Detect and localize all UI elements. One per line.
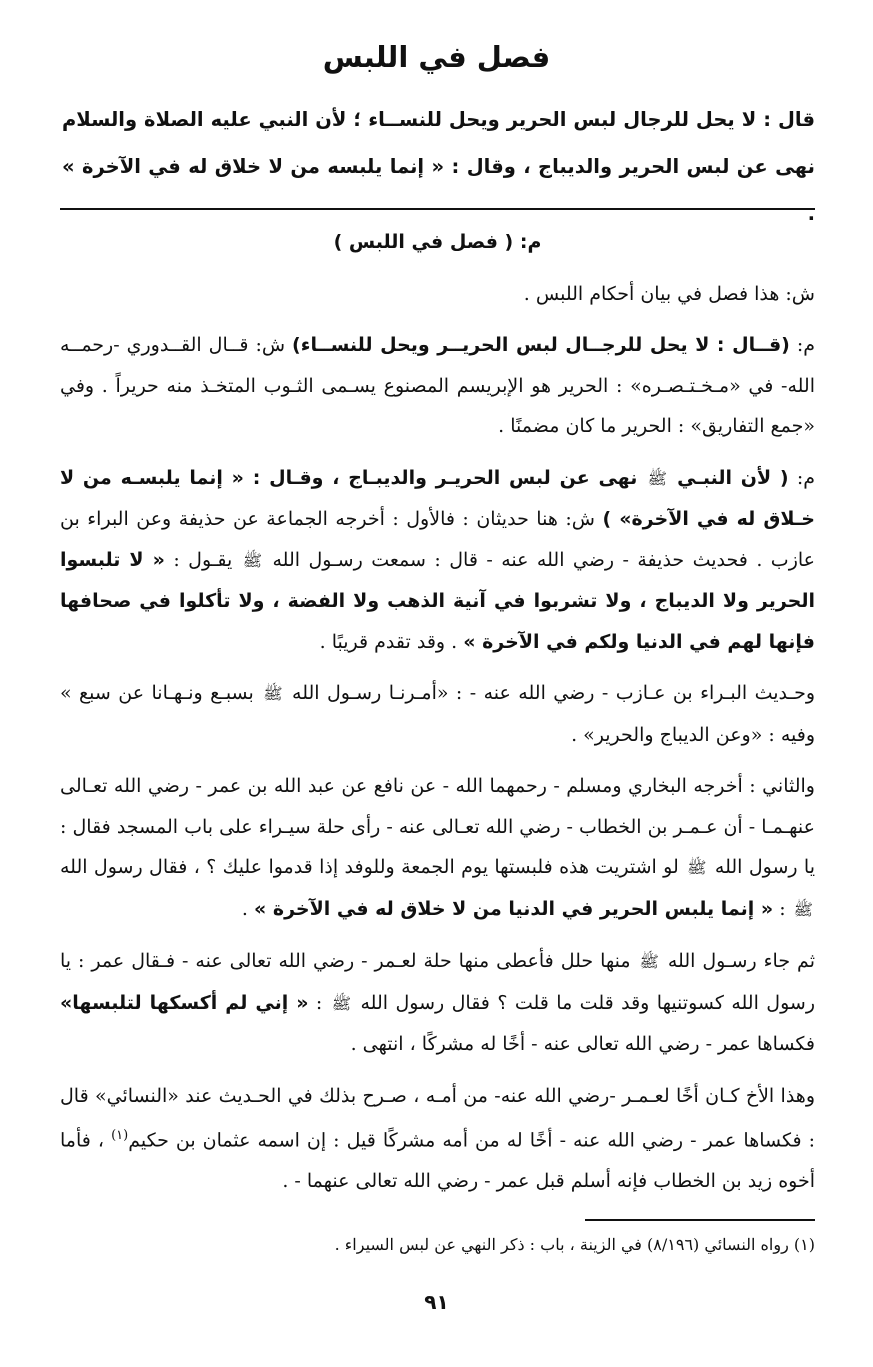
text: ثم جاء رسـول الله [667, 950, 815, 972]
hadith-quote: « لا تلبسوا الحرير ولا الديباج ، ولا تشربوا في آنية الذهب ولا الفضة ، ولا تأكلوا في صحافها فإنها لهم في الدنيا ولكم في الآخرة » [60, 548, 815, 653]
text: فكساها عمر - رضي الله تعالى عنه - أخًا له مشركًا ، انتهى . [350, 1033, 815, 1055]
footnote: (١) رواه النسائي (٨/١٩٦) في الزينة ، باب : ذكر النهي عن لبس السيراء . [334, 1235, 815, 1254]
divider [60, 208, 815, 210]
hadith-quote: « إني لم أكسكها لتلبسها» [60, 991, 309, 1014]
footnote-rule [585, 1219, 815, 1221]
paragraph-2 [60, 325, 815, 447]
salawat-symbol: ﷺ [793, 899, 813, 919]
paragraph-7 [60, 1076, 815, 1202]
commentary-heading: م: ( فصل في اللبس ) [333, 231, 542, 253]
salawat-symbol: ﷺ [647, 468, 667, 488]
text: ، فأما أخوه زيد بن الخطاب فإنه أسلم قبل عمر - رضي الله تعالى عنهما - . [60, 1129, 815, 1192]
text: بسبـع ونـهـانا عن سبع » وفيه : «وعن الديباج والحرير» . [60, 682, 815, 746]
text: . وقد تقدم قريبًا . [319, 630, 464, 653]
quoted-matn: (قــال : لا يحل للرجــال لبس الحريــر ويحل للنســاء) [292, 334, 790, 356]
text: وهذا الأخ كـان أخًا لعـمـر -رضي الله عنه- من أمـه ، صـرح بذلك في الحـديث عند «النسائي» قال : فكساها عمر - رضي الله عنه - أخًا له من أمه مشركًا قيل : إن اسمه عثمان بن حكيم [60, 1084, 815, 1152]
paragraph-5 [60, 766, 815, 930]
text: منها حلل فأعطى منها حلة لعـمر - رضي الله تعالى عنه - فـقال عمر : يا رسول الله كسوتنيها وقد قلت ما قلت ؟ فقال رسول الله [60, 950, 815, 1014]
text: ش: قــال القــدوري -رحمــه الله- في «مـخـتـصـره» : الحرير هو الإبريسم المصنوع يسـمى الثـوب المتخـذ منه حريراً . وفي «جمع التفاريق» : الحرير ما كان مضمنًا . [60, 334, 815, 437]
text: والثاني : أخرجه البخاري ومسلم - رحمهما الله - عن نافع عن عبد الله بن عمر - رضي الله تعـالى عنهـمـا - أن عـمـر بن الخطاب - رضي الله تعـالى عنه - رأى حلة سيـراء على باب المسجد فقال : يا رسول الله [60, 775, 815, 878]
salawat-symbol: ﷺ [687, 858, 707, 877]
paragraph-1: ش: هذا فصل في بيان أحكام اللبس . [523, 282, 815, 305]
quoted-matn: نهى عن لبس الحريـر والديبـاج ، وقـال : « إنما يلبسـه من لا خـلاق له في الآخرة» ) [60, 466, 815, 530]
paragraph-4 [60, 673, 815, 755]
text: م: [789, 334, 816, 356]
text: ش: هنا حديثان : فالأول : أخرجه الجماعة عن حذيفة وعن البراء بن عازب . فحديث حذيفة - رضي الله عنه - قال : سمعت رسـول الله [60, 508, 815, 571]
commentary [60, 222, 815, 1212]
paragraph-6 [60, 941, 815, 1065]
text: يقـول : [164, 548, 233, 571]
quoted-matn: ( لأن النبـي [677, 466, 789, 489]
text: م: [788, 466, 815, 489]
salawat-symbol: ﷺ [331, 993, 352, 1013]
salawat-symbol: ﷺ [639, 952, 659, 971]
salawat-symbol: ﷺ [242, 550, 263, 570]
page-number: ٩١ [424, 1290, 449, 1314]
footnote-reference[interactable]: (١) [111, 1128, 129, 1143]
hadith-quote: « إنما يلبس الحرير في الدنيا من لا خلاق له في الآخرة » [253, 897, 774, 920]
matn-text: قال : لا يحل للرجال لبس الحرير ويحل للنســاء ؛ لأن النبي عليه الصلاة والسلام نهى عن لبس الحرير والديباج ، وقال : « إنما يلبسه من لا خلاق له في الآخرة » . [62, 108, 815, 225]
text: لو اشتريت هذه فلبستها يوم الجمعة وللوفد إذا قدموا عليك ؟ ، فقال رسول الله [60, 856, 679, 878]
text: وحـديث البـراء بن عـازب - رضي الله عنه - : «أمـرنـا رسـول الله [292, 682, 815, 704]
text: : [773, 897, 792, 920]
text: . [241, 897, 254, 920]
text: : [308, 991, 330, 1014]
salawat-symbol: ﷺ [263, 684, 283, 703]
paragraph-3 [60, 458, 815, 663]
chapter-title: فصل في اللبس [322, 40, 551, 74]
